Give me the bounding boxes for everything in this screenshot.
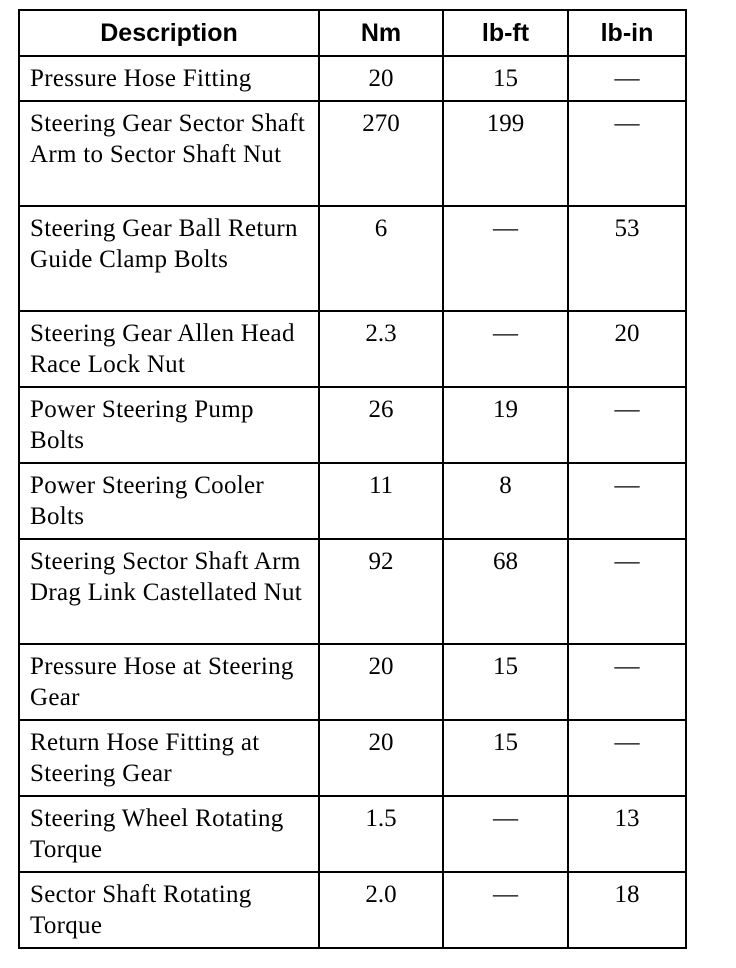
table-row: [19, 206, 686, 311]
cell-description: Pressure Hose at Steering Gear: [19, 644, 319, 720]
cell-description: Steering Sector Shaft Arm Drag Link Castellated Nut: [19, 539, 319, 644]
cell-lb-in: —: [568, 644, 686, 720]
header-lb-in: lb-in: [568, 10, 686, 56]
cell-nm: 20: [319, 720, 443, 796]
torque-spec-table: [18, 9, 687, 949]
cell-lb-ft: 15: [443, 56, 568, 101]
cell-description: Pressure Hose Fitting: [19, 56, 319, 101]
cell-description: Steering Gear Allen Head Race Lock Nut: [19, 311, 319, 387]
table-row: [19, 796, 686, 872]
cell-lb-in: —: [568, 463, 686, 539]
table-row: [19, 720, 686, 796]
table-row: [19, 56, 686, 101]
cell-lb-ft: 199: [443, 101, 568, 206]
cell-nm: 11: [319, 463, 443, 539]
cell-nm: 26: [319, 387, 443, 463]
cell-lb-in: —: [568, 720, 686, 796]
cell-nm: 2.3: [319, 311, 443, 387]
cell-lb-ft: —: [443, 311, 568, 387]
cell-nm: 270: [319, 101, 443, 206]
table-row: [19, 872, 686, 948]
table-row: [19, 644, 686, 720]
table-row: [19, 463, 686, 539]
cell-nm: 92: [319, 539, 443, 644]
cell-lb-in: —: [568, 101, 686, 206]
cell-description: Sector Shaft Rotating Torque: [19, 872, 319, 948]
header-description: Description: [19, 10, 319, 56]
cell-description: Steering Wheel Rotating Torque: [19, 796, 319, 872]
cell-lb-in: 20: [568, 311, 686, 387]
cell-lb-ft: 15: [443, 720, 568, 796]
cell-lb-in: —: [568, 539, 686, 644]
cell-description: Power Steering Pump Bolts: [19, 387, 319, 463]
cell-nm: 1.5: [319, 796, 443, 872]
cell-lb-ft: —: [443, 206, 568, 311]
cell-description: Power Steering Cooler Bolts: [19, 463, 319, 539]
cell-lb-ft: 19: [443, 387, 568, 463]
cell-nm: 6: [319, 206, 443, 311]
cell-description: Steering Gear Ball Return Guide Clamp Bolts: [19, 206, 319, 311]
cell-lb-in: —: [568, 56, 686, 101]
cell-lb-in: 53: [568, 206, 686, 311]
cell-description: Steering Gear Sector Shaft Arm to Sector Shaft Nut: [19, 101, 319, 206]
cell-lb-ft: 8: [443, 463, 568, 539]
cell-nm: 2.0: [319, 872, 443, 948]
cell-description: Return Hose Fitting at Steering Gear: [19, 720, 319, 796]
cell-lb-in: 18: [568, 872, 686, 948]
header-lb-ft: lb-ft: [443, 10, 568, 56]
cell-nm: 20: [319, 56, 443, 101]
cell-nm: 20: [319, 644, 443, 720]
cell-lb-ft: —: [443, 796, 568, 872]
table-row: [19, 539, 686, 644]
cell-lb-in: —: [568, 387, 686, 463]
cell-lb-ft: 68: [443, 539, 568, 644]
table-row: [19, 311, 686, 387]
cell-lb-ft: —: [443, 872, 568, 948]
cell-lb-ft: 15: [443, 644, 568, 720]
header-nm: Nm: [319, 10, 443, 56]
table-header-row: [19, 10, 686, 56]
table-row: [19, 387, 686, 463]
cell-lb-in: 13: [568, 796, 686, 872]
table-row: [19, 101, 686, 206]
